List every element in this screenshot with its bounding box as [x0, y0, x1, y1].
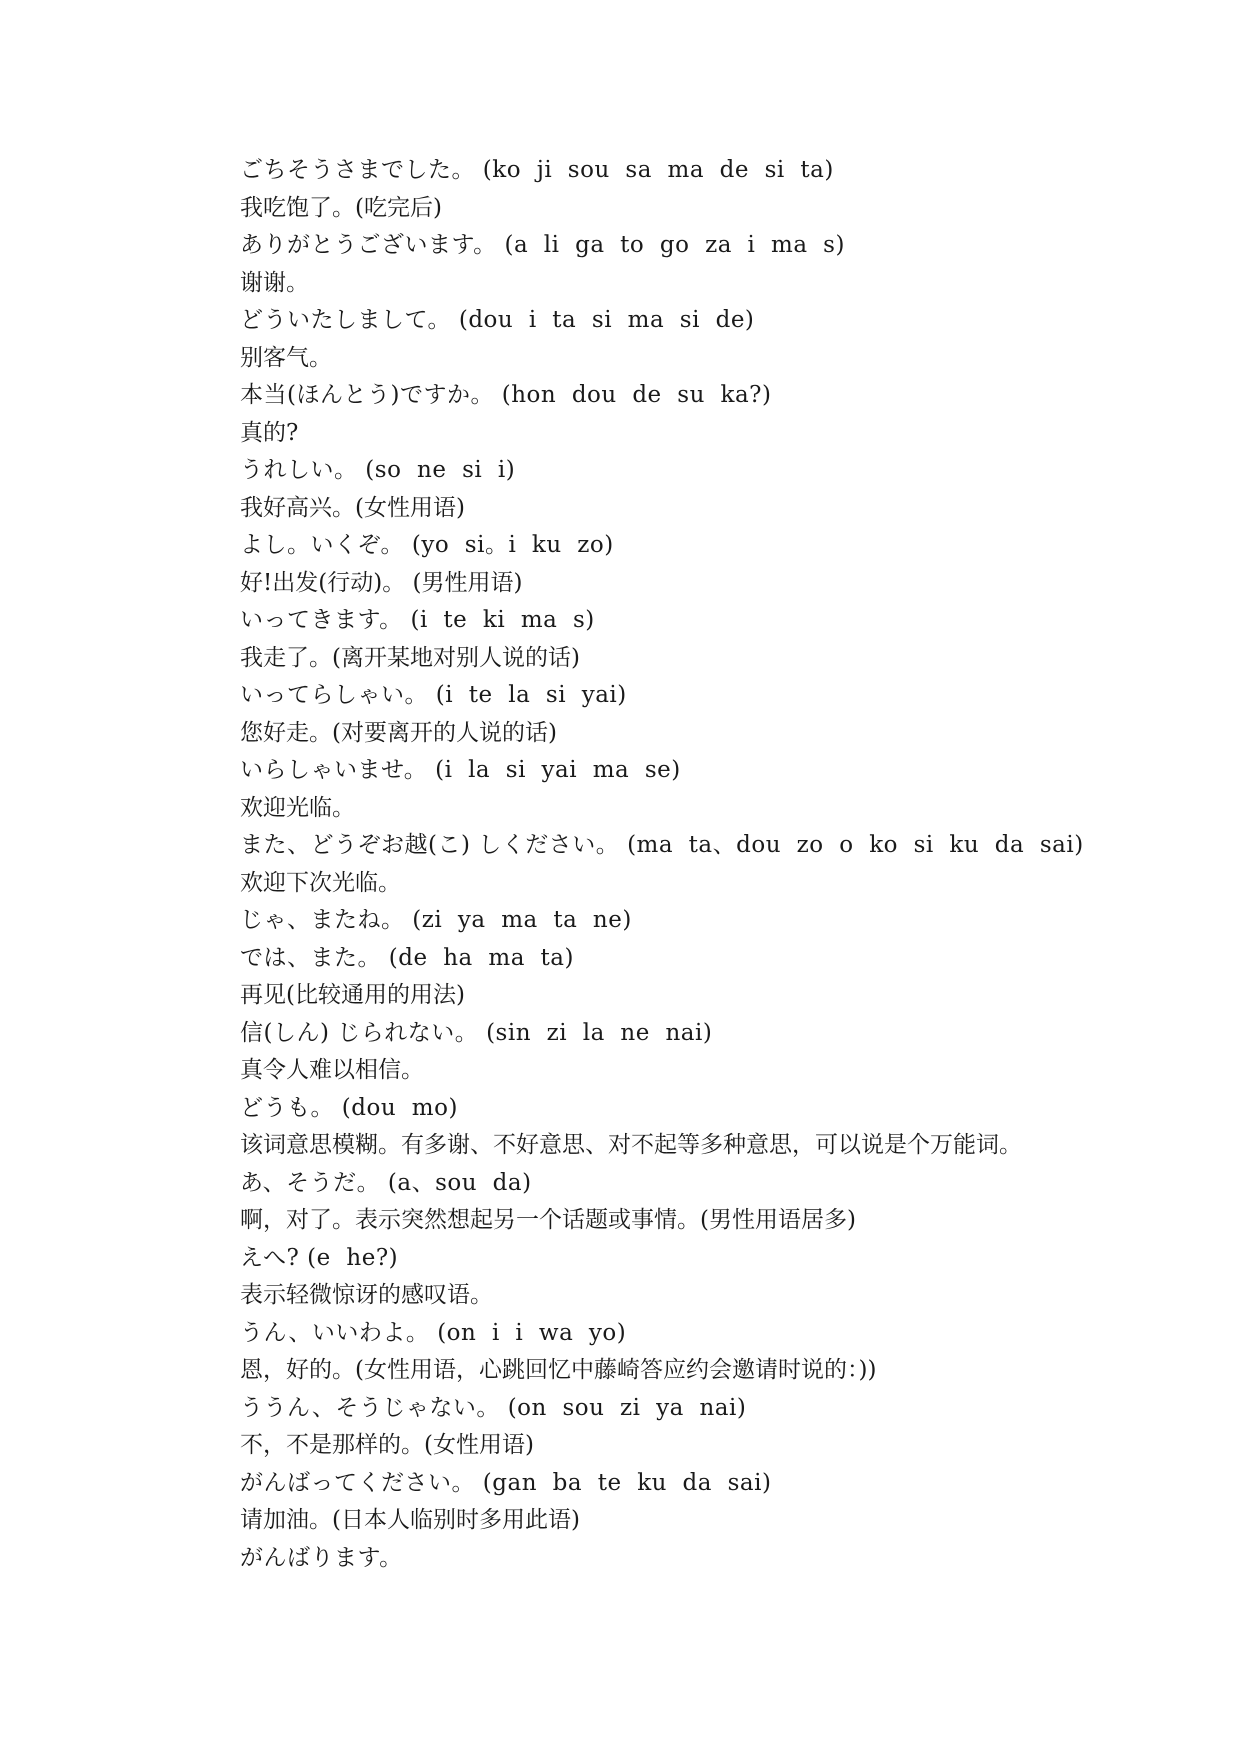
japanese-phrase-line: どういたしまして。 (dou i ta si ma si de)	[240, 307, 755, 333]
chinese-translation-line: 真令人难以相信。	[240, 1057, 424, 1083]
chinese-translation-line: 别客气。	[240, 344, 332, 371]
chinese-translation-line: 再见(比较通用的用法)	[240, 982, 465, 1008]
japanese-phrase-line: いってらしゃい。 (i te la si yai)	[240, 682, 627, 708]
chinese-translation-line: 我好高兴。(女性用语)	[240, 494, 465, 521]
chinese-translation-line: 欢迎下次光临。	[240, 869, 401, 896]
chinese-translation-line: 啊，对了。表示突然想起另一个话题或事情。(男性用语居多)	[240, 1207, 856, 1233]
japanese-phrase-line: よし。いくぞ。 (yo si。i ku zo)	[240, 532, 614, 558]
chinese-translation-line: 好!出发(行动)。 (男性用语)	[240, 569, 523, 596]
japanese-phrase-line: ありがとうございます。 (a li ga to go za i ma s)	[240, 232, 845, 258]
chinese-translation-line: 表示轻微惊讶的感叹语。	[240, 1282, 493, 1308]
chinese-translation-line: 我走了。(离开某地对别人说的话)	[240, 644, 580, 671]
japanese-phrase-line: では、また。 (de ha ma ta)	[240, 944, 574, 971]
japanese-phrase-line: 本当(ほんとう)ですか。 (hon dou de su ka?)	[240, 382, 772, 408]
japanese-phrase-line: がんばります。	[240, 1544, 403, 1571]
chinese-translation-line: 我吃饱了。(吃完后)	[240, 194, 442, 221]
japanese-phrase-line: いってきます。 (i te ki ma s)	[240, 607, 595, 633]
japanese-phrase-line: うれしい。 (so ne si i)	[240, 457, 516, 483]
japanese-phrase-line: じゃ、またね。 (zi ya ma ta ne)	[240, 907, 632, 933]
japanese-phrase-line: うん、いいわよ。 (on i i wa yo)	[240, 1319, 627, 1346]
japanese-phrase-line: 信(しん) じられない。 (sin zi la ne nai)	[240, 1019, 713, 1046]
chinese-translation-line: 谢谢。	[240, 269, 309, 296]
chinese-translation-line: 真的?	[240, 419, 299, 446]
chinese-translation-line: 不，不是那样的。(女性用语)	[240, 1432, 534, 1458]
chinese-translation-line: 欢迎光临。	[240, 794, 355, 821]
japanese-phrase-line: がんばってください。 (gan ba te ku da sai)	[240, 1469, 772, 1496]
japanese-phrase-line: どうも。 (dou mo)	[240, 1094, 458, 1121]
japanese-phrase-line: ごちそうさまでした。 (ko ji sou sa ma de si ta)	[240, 157, 834, 183]
chinese-translation-line: 恩，好的。(女性用语，心跳回忆中藤崎答应约会邀请时说的：))	[240, 1357, 877, 1383]
japanese-phrase-line: また、どうぞお越(こ) しください。 (ma ta、dou zo o ko si ku da sai)	[240, 832, 1084, 858]
japanese-phrase-line: ううん、そうじゃない。 (on sou zi ya nai)	[240, 1394, 747, 1421]
chinese-translation-line: 该词意思模糊。有多谢、不好意思、对不起等多种意思，可以说是个万能词。	[240, 1132, 1022, 1158]
japanese-phrase-line: えへ? (e he?)	[240, 1244, 399, 1271]
japanese-phrase-line: あ、そうだ。 (a、sou da)	[240, 1169, 532, 1196]
phrase-list	[240, 152, 1180, 1577]
chinese-translation-line: 您好走。(对要离开的人说的话)	[240, 719, 557, 746]
chinese-translation-line: 请加油。(日本人临别时多用此语)	[240, 1507, 580, 1533]
japanese-phrase-line: いらしゃいませ。 (i la si yai ma se)	[240, 757, 681, 783]
